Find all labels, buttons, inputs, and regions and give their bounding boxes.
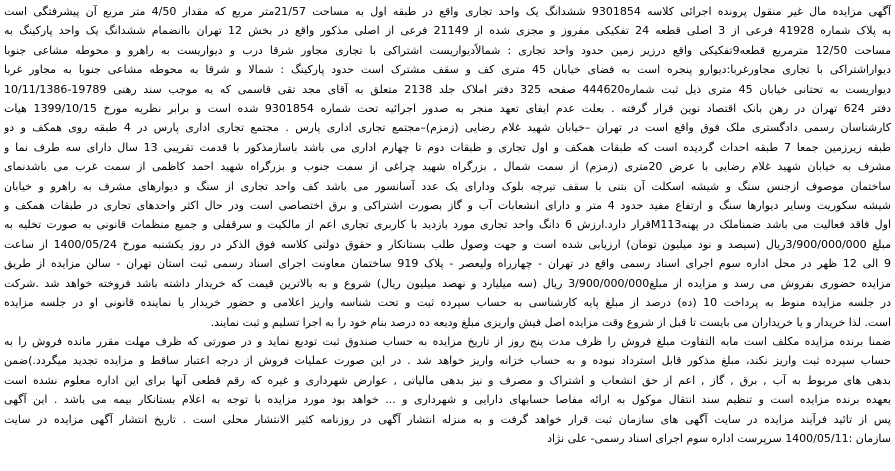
notice-line-23: سازمان :1400/05/11 سرپرست اداره سوم اجرای اسناد رسمی- علی نژاد	[547, 431, 891, 445]
notice-line-11: شیشه سکوریت وسایر دیوارها سنگ و ارتفاع مفید حدود 4 متر و دارای انشعابات آب و گاز بصورت اشتراکی و برق اختصاصی است ودر حال اکثر واحدهای تجاری در طبقات همکف و	[4, 199, 891, 213]
notice-line-6: دفتر 624 تهران در رهن بانک اقتصاد نوین قرار گرفته . بعلت عدم ایفای تعهد منجر به صدور اجرائیه تحت شماره 9301854 شده است و برابر نظریه مورخ 1399/10/15 هیات	[4, 102, 891, 116]
notice-line-2: به پلاک شماره 41928 فرعی از 3 اصلی قطعه 24 تفکیکی مفروز و مجزی شده از 21149 فرعی از اصلی مذکور واقع در بخش 12 تهران باانضمام ششدانگ یک واحد پارکینگ به	[4, 24, 891, 38]
notice-line-21: بعهده برنده مزایده است و تنظیم سند انتقال موکول به ارائه مفاصا حسابهای دارایی و شهرداری و ... خواهد بود مورد مزایده با توجه به اعلام بستانکار بیمه می باشد . این آگهی	[4, 393, 891, 407]
notice-line-12: اول فاقد فعالیت می باشد ضمناملک در پهنهM113قرار دارد.ارزش 6 دانگ واحد تجاری مورد بازدید با کاربری تجاری اعم از مالکیت و سرقفلی و جمیع منظمات قانونی به صورت تخلیه به	[4, 218, 891, 232]
notice-line-16: در جلسه مزایده منوط به پرداخت 10 (ده) درصد از مبلغ پایه کارشناسی به حساب سپرده ثبت و تحت شناسه واریز اعلامی و حضور خریدار یا نماینده قانونی او در جلسه مزایده	[4, 296, 891, 310]
notice-line-8: طبقه زیرزمین جمعا 7 طبقه احداث گردیده است که طبقات همکف و اول تجاری و طبقات دوم تا چهارم اداری می باشد باساز‌مذکور با قدمت تقریبی 13 سال دارای سه طرف نما و	[4, 140, 891, 154]
notice-line-1: آگهی مزایده مال غیر منقول پرونده اجرائی کلاسه 9301854 ششدانگ یک واحد تجاری واقع در طبقه اول به مساحت 21/57متر مربع که مقدار 4/50 متر مربع آن پیشرفتگی است	[4, 5, 891, 18]
notice-line-4: دیواراشتراکی با تجاری مجاورغربا:دیوارو پنجره است به فضای خیابان 45 متری کف و سقف مشترک است حدود پارکینگ : شمالا و شرقا به محوطه مشاعی جنوبا به مجاور غربا	[4, 63, 891, 77]
notice-line-10: ساختمان موصوف ازجنس سنگ و شیشه اسکلت آن بتنی با سقف تیرچه بلوک ودارای یک عدد آسانسور می باشد کف واحد تجاری از سنگ و دیوارهای مشرف به راهرو و خیابان	[4, 179, 891, 193]
notice-line-3: مساحت 12/50 مترمربع قطعه9تفکیکی واقع درزیر زمین حدود واحد تجاری : شمالاًدیواریست اشتراکی با تجاری مجاور شرقا درب و دیواریست به راهرو و محوطه مشاعی جنوبا	[4, 43, 891, 57]
notice-line-19: حساب سپرده ثبت واریز نکند، مبلغ مذکور قابل استرداد نبوده و به حساب خزانه واریز خواهد شد . در این صورت عملیات فروش از درجه اعتبار ساقط و مزایده تجدید میگردد.)ضمن	[4, 354, 891, 368]
notice-line-13: مبلغ 3/900/000/000ریال (سیصد و نود میلیون تومان) ارزیابی شده است و جهت وصول طلب بستانکار و حقوق دولتی کلاسه فوق الذکر در روز یکشنبه مورخ 1400/05/24 از ساعت	[4, 237, 891, 251]
notice-line-7: کارشناسان رسمی دادگستری ملک فوق واقع است در تهران –خیابان شهید غلام رضایی (زمزم)–مجتمع تجاری اداری پارس . مجتمع تجاری اداری پارس در 4 طبقه روی همکف و دو	[4, 121, 891, 135]
notice-line-17: است. لذا خریدار و یا خریداران می بایست تا قبل از شروع وقت مزایده اصل فیش واریزی مبلغ ودیعه ده درصد بنام خود را به اجرا تسلیم و ثبت نمایند.	[210, 315, 891, 329]
notice-line-18: ضمنا برنده مزایده مکلف است مابه التفاوت مبلغ فروش را ظرف مدت پنج روز از تاریخ مزایده به حساب صندوق ثبت تودیع نماید و در صورتی که ظرف مهلت مقرر مانده فروش را به	[4, 334, 891, 348]
notice-line-14: 9 الی 12 ظهر در محل اداره سوم اجرای اسناد رسمی واقع در تهران - چهارراه ولیعصر - پلاک 919 ساختمان معاونت اجرای اسناد رسمی ثبت استان تهران - سالن مزایده از طریق	[4, 257, 891, 271]
notice-line-5: دیواریست به تحتانی خیابان 45 متری ذیل ثبت شماره444620 صفحه 325 دفتر املاک جلد 2138 متعلق به آقای مجد تقی قاسمی که به موجب سند رهنی 19789-10/11/1386	[4, 82, 891, 96]
notice-line-20: بدهی های مربوط به آب , برق , گاز , اعم از حق انشعاب و اشتراک و مصرف و نیز بدهی مالیاتی , عوارض شهرداری و غیره که رقم قطعی آنها برای این اداره معلوم نشده است	[4, 373, 891, 387]
notice-line-15: مزایده حضوری بفروش می رسد و مزایده از مبلغ3/900/000/000 ریال (سه میلیارد و نهصد میلیون ریال) شروع و به بالاترین قیمت که خریدار داشته باشد فروخته خواهد شد .شرکت	[4, 276, 891, 290]
notice-line-9: مشرف به خیابان شهید غلام رضایی با عرض 20متری (زمزم) از سمت شمال , بزرگراه شهید چراغی از سمت جنوب و بزرگراه شهید احمد کاظمی از سمت غرب می باشدنمای	[4, 160, 891, 174]
notice-line-22: پس از تائید فرآیند مزایده در سایت آگهی های سازمان ثبت قرار خواهد گرفت و به منزله انتشار آگهی در روزنامه کثیر الانتشار محلی است . تاریخ انتشار آگهی مزایده در سایت	[4, 412, 891, 426]
